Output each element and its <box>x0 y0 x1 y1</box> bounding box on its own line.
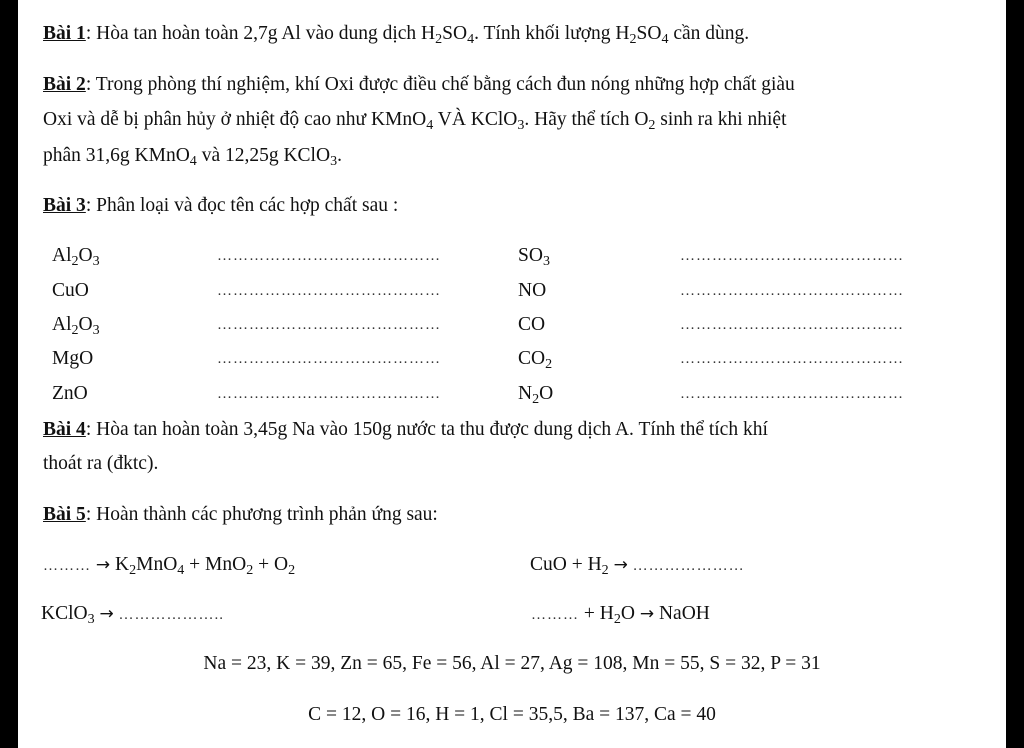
arrow-icon: → <box>613 555 628 575</box>
text: Al <box>52 314 72 335</box>
answer-blank: ……… <box>531 607 579 623</box>
answer-blank: ……… <box>43 558 91 574</box>
compound-row <box>52 313 992 337</box>
text: sinh ra khi nhiệt <box>655 109 787 130</box>
compound-right <box>518 382 553 406</box>
sub: 2 <box>71 252 79 269</box>
sub: 2 <box>601 561 609 578</box>
text: + H <box>579 603 614 624</box>
sub: 2 <box>435 30 443 47</box>
text: SO <box>442 23 468 44</box>
sub: 3 <box>92 252 100 269</box>
exercise-5 <box>43 503 438 527</box>
text: KClO <box>41 603 88 624</box>
text: MnO <box>136 554 178 575</box>
compound-row <box>52 347 992 371</box>
worksheet-page <box>18 0 1006 748</box>
sub: 2 <box>629 30 637 47</box>
arrow-icon: → <box>95 555 111 575</box>
answer-blank: …………………………………… <box>217 317 441 333</box>
sub: 2 <box>129 561 137 578</box>
text: SO <box>518 245 543 266</box>
text: : Hòa tan hoàn toàn 3,45g Na vào 150g nước ta thu được dung dịch A. Tính thể tích khí <box>85 419 768 440</box>
text: + O <box>253 554 289 575</box>
answer-blank: …………………………………… <box>217 283 441 299</box>
answer-blank: ……………….. <box>113 607 224 623</box>
answer-blank: …………………………………… <box>217 386 441 402</box>
answer-blank: …………………………………… <box>680 351 904 367</box>
compound-left <box>52 382 88 406</box>
exercise-5-heading: Bài 5 <box>43 504 86 525</box>
sub: 2 <box>246 561 254 578</box>
text: : Phân loại và đọc tên các hợp chất sau : <box>85 195 399 216</box>
text: Oxi và dễ bị phân hủy ở nhiệt độ cao như KMnO <box>43 109 427 130</box>
atomic-masses-line-2: C = 12, O = 16, H = 1, Cl = 35,5, Ba = 137, Ca = 40 <box>308 704 716 725</box>
sub: 3 <box>330 152 338 169</box>
exercise-2-line-2 <box>43 108 787 132</box>
arrow-icon: → <box>99 604 114 624</box>
compound-right <box>518 313 545 337</box>
sub: 3 <box>542 252 550 269</box>
answer-blank: ………………… <box>627 558 745 574</box>
text: NO <box>518 280 547 301</box>
sub: 3 <box>87 610 95 627</box>
equation-1 <box>43 553 295 578</box>
answer-blank: …………………………………… <box>217 351 441 367</box>
text: O <box>539 383 554 404</box>
sub: 2 <box>288 561 296 578</box>
exercise-1-heading: Bài 1 <box>43 23 86 44</box>
compound-row <box>52 382 992 406</box>
sub: 2 <box>532 390 540 407</box>
text: . Hãy thể tích O <box>524 109 649 130</box>
text: . <box>337 145 342 166</box>
text: : Trong phòng thí nghiệm, khí Oxi được điều chế bằng cách đun nóng những hợp chất giàu <box>85 74 795 95</box>
text: : Hòa tan hoàn toàn 2,7g Al vào dung dịch H <box>85 23 436 44</box>
compound-left <box>52 244 100 268</box>
compound-row <box>52 279 992 303</box>
text: . Tính khối lượng H <box>474 23 630 44</box>
text: ZnO <box>52 383 88 404</box>
exercise-2-heading: Bài 2 <box>43 74 86 95</box>
text: phân 31,6g KMnO <box>43 145 190 166</box>
exercise-2-line-1 <box>43 73 795 97</box>
compound-right <box>518 279 546 303</box>
equation-2 <box>530 553 745 578</box>
text: + MnO <box>184 554 247 575</box>
compound-row <box>52 244 992 268</box>
answer-blank: …………………………………… <box>680 248 904 264</box>
text: N <box>518 383 533 404</box>
text: O <box>78 245 93 266</box>
text: MgO <box>52 348 94 369</box>
compound-left <box>52 313 100 337</box>
answer-blank: …………………………………… <box>680 386 904 402</box>
exercise-4-line-2: thoát ra (đktc). <box>43 453 159 474</box>
answer-blank: …………………………………… <box>217 248 441 264</box>
sub: 4 <box>661 30 669 47</box>
sub: 2 <box>613 610 621 627</box>
sub: 3 <box>92 321 100 338</box>
text: CO <box>518 314 546 335</box>
compound-left <box>52 347 93 371</box>
exercise-3 <box>43 194 398 218</box>
exercise-3-heading: Bài 3 <box>43 195 86 216</box>
text: NaOH <box>654 603 710 624</box>
sub: 4 <box>467 30 475 47</box>
text: O <box>78 314 93 335</box>
equation-3 <box>41 602 224 627</box>
text: cần dùng. <box>668 23 750 44</box>
text: và 12,25g KClO <box>196 145 331 166</box>
sub: 4 <box>177 561 185 578</box>
sub: 3 <box>517 116 525 133</box>
text: K <box>110 554 130 575</box>
arrow-icon: → <box>639 604 655 624</box>
compound-left <box>52 279 89 303</box>
exercise-1 <box>43 22 749 46</box>
sub: 4 <box>189 152 197 169</box>
text: CuO <box>52 280 89 301</box>
text: CO <box>518 348 546 369</box>
exercise-2-line-3 <box>43 144 342 168</box>
atomic-masses-line-1: Na = 23, K = 39, Zn = 65, Fe = 56, Al = 27, Ag = 108, Mn = 55, S = 32, P = 31 <box>203 653 821 674</box>
sub: 2 <box>648 116 656 133</box>
text: : Hoàn thành các phương trình phản ứng sau: <box>85 504 438 525</box>
text: SO <box>636 23 662 44</box>
sub: 4 <box>426 116 434 133</box>
text: VÀ KClO <box>433 109 518 130</box>
equation-4 <box>531 602 710 627</box>
answer-blank: …………………………………… <box>680 283 904 299</box>
compound-right <box>518 244 550 268</box>
sub: 2 <box>71 321 79 338</box>
text: O <box>620 603 640 624</box>
sub: 2 <box>545 355 553 372</box>
exercise-4-line-1 <box>43 418 768 442</box>
answer-blank: …………………………………… <box>680 317 904 333</box>
text: Al <box>52 245 72 266</box>
exercise-4-heading: Bài 4 <box>43 419 86 440</box>
text: CuO + H <box>530 554 602 575</box>
compound-right <box>518 347 552 371</box>
